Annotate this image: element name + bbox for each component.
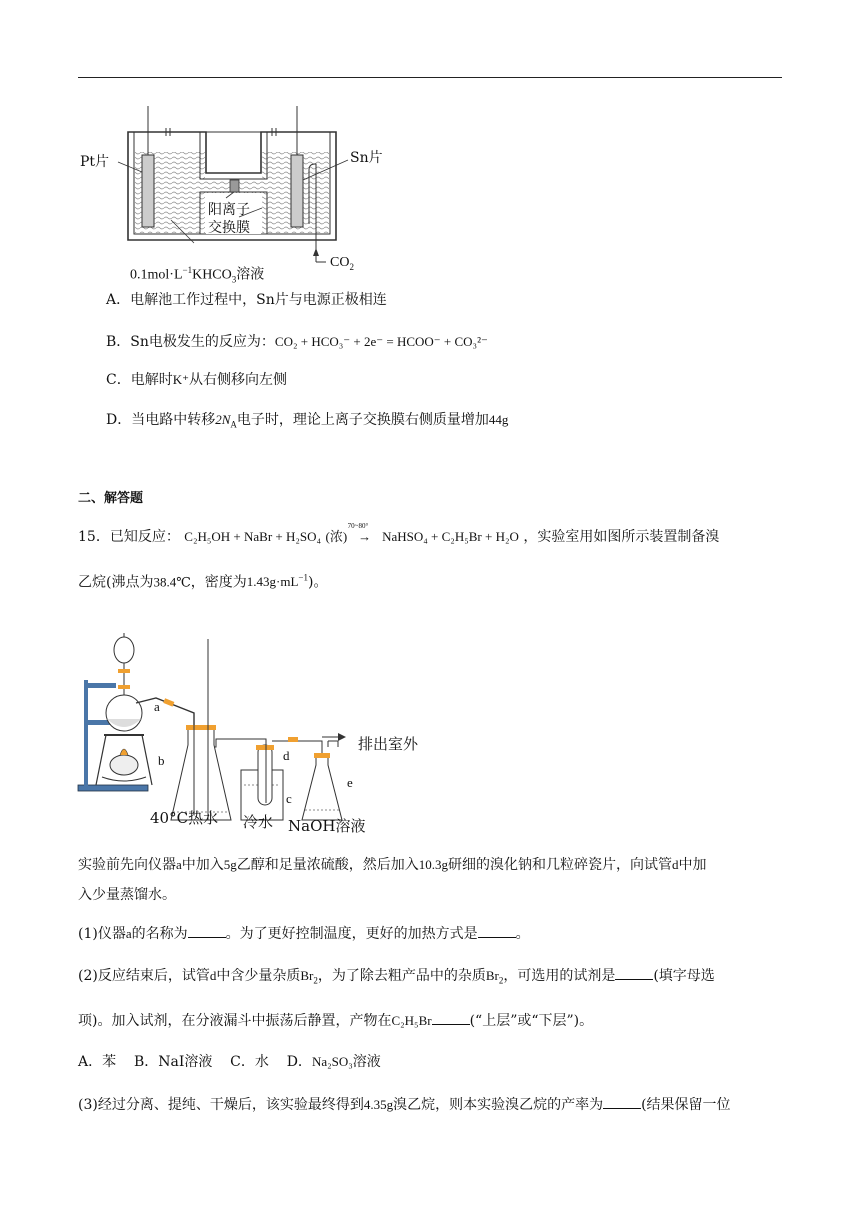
section-title: 二、解答题 (78, 491, 144, 506)
procedure-line-2: 入少量蒸馏水。 (78, 887, 176, 903)
reagent-options (78, 1052, 381, 1072)
sn-electrode-label: Sn片 (350, 150, 383, 166)
procedure-line-1: 实验前先向仪器a中加入5g乙醇和足量浓硫酸，然后加入10.3g研细的溴化钠和几粒碎瓷片，向试管d中加 (78, 857, 707, 873)
header-rule (78, 77, 782, 78)
label-a: a (154, 699, 160, 714)
label-b: b (158, 753, 165, 768)
hot-water-label: 40°C热水 (150, 809, 219, 827)
answer-blank[interactable] (188, 923, 226, 938)
electrolysis-cell-figure (76, 100, 406, 278)
answer-blank[interactable] (478, 923, 516, 938)
sub-question-1: (1)仪器a的名称为 。为了更好控制温度，更好的加热方式是 。 (78, 923, 530, 944)
naoh-label: NaOH溶液 (288, 817, 366, 835)
reagent-option-c: C．水 (230, 1054, 269, 1070)
reagent-option-d: D．Na₂SO₃溶液 (286, 1054, 381, 1070)
sub-question-2: (2)反应结束后，试管d中含少量杂质$Br_2$，为了除去粗产品中的杂质$Br_2$，可选用的试剂是 (填字母选 (78, 965, 715, 991)
option-b: B．Sn电极发生的反应为：CO₂ + HCO₃⁻ + 2e⁻ = HCOO⁻ + CO₃²⁻ (106, 334, 488, 350)
answer-blank[interactable] (432, 1010, 470, 1025)
option-d: D．当电路中转移$2N_A$电子时，理论上离子交换膜右侧质量增加44g (106, 412, 509, 430)
solution-label: $0.1mol\cdot L^{-1}KHCO_3$溶液 (130, 265, 265, 285)
option-a: A．电解池工作过程中，Sn片与电源正极相连 (106, 292, 387, 308)
reagent-option-b: B．NaI溶液 (133, 1054, 213, 1070)
apparatus-figure (76, 625, 406, 835)
sub-question-2-line-2: 项)。加入试剂，在分液漏斗中振荡后静置，产物在C₂H₅Br (“上层”或“下层”)。 (78, 1010, 593, 1031)
membrane-label-2: 交换膜 (208, 220, 250, 236)
answer-blank[interactable] (615, 965, 653, 980)
cold-water-label: 冷水 (243, 813, 274, 831)
option-c: C．电解时K⁺从右侧移向左侧 (106, 372, 287, 388)
label-c: c (286, 791, 292, 806)
label-e: e (347, 775, 353, 790)
answer-blank[interactable] (603, 1094, 641, 1109)
pt-electrode-label: Pt片 (80, 154, 110, 170)
q15-intro-line2: 乙烷(沸点为38.4℃，密度为$1.43g\cdot mL^{-1}$)。 (78, 573, 328, 591)
q15-intro: 15．已知反应： C₂H₅OH + NaBr + H₂SO₄ (浓) 70~80° → NaHSO₄ + C₂H₅Br + H₂O ，实验室用如图所示装置制备溴 (78, 522, 720, 545)
sub-question-3: (3)经过分离、提纯、干燥后，该实验最终得到4.35g溴乙烷，则本实验溴乙烷的产率为 (结果保留一位 (78, 1094, 731, 1115)
label-d: d (283, 748, 290, 763)
membrane-label-1: 阳离子 (208, 202, 250, 218)
co2-label: $CO_2$ (330, 255, 354, 272)
exhaust-label: 排出室外 (358, 735, 419, 753)
reagent-option-a: A．苯 (78, 1054, 117, 1070)
